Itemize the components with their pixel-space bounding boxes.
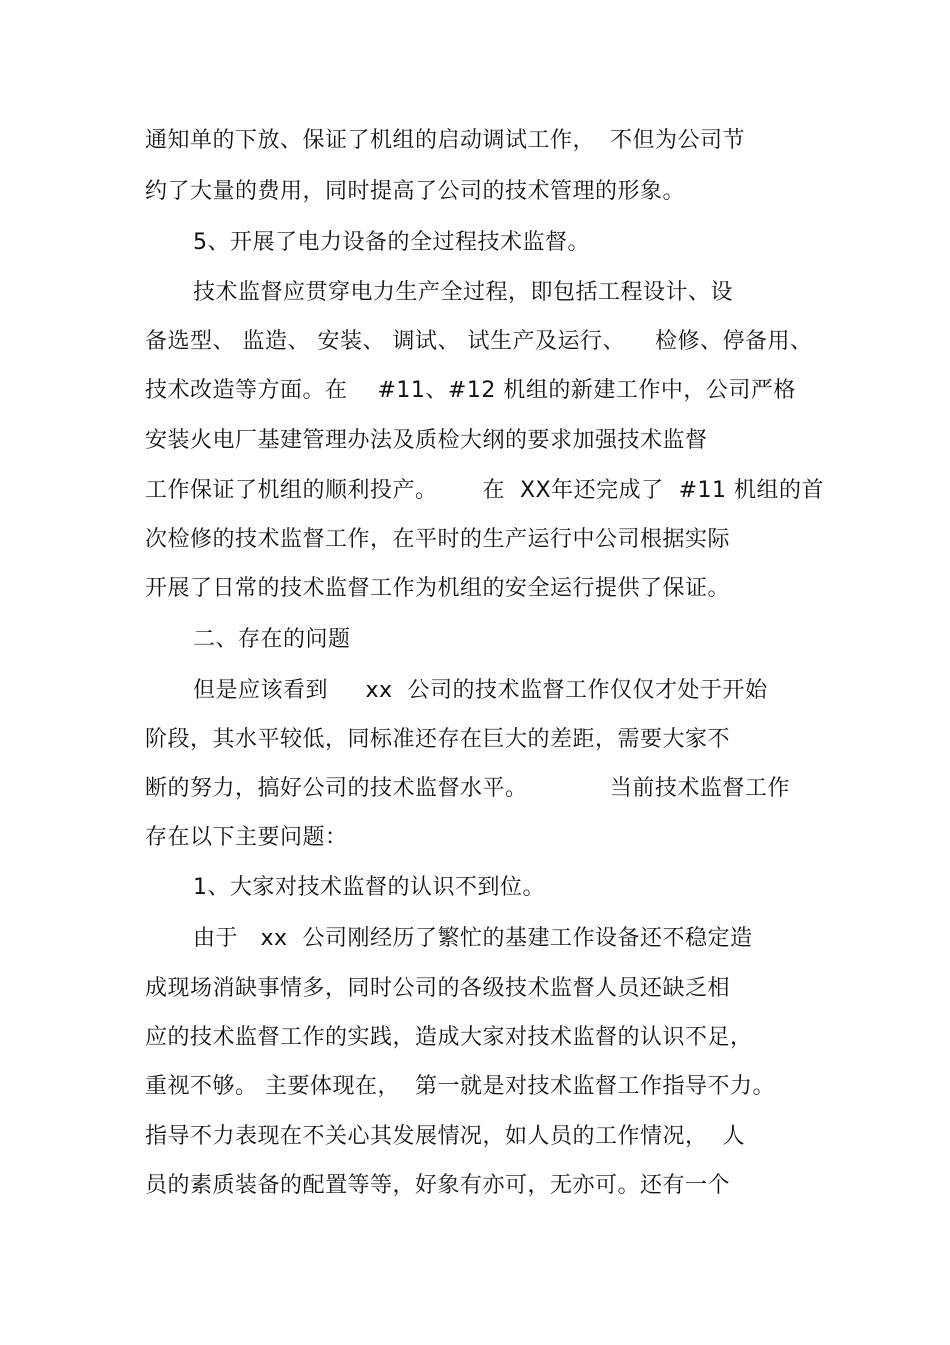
paragraph-line: 次检修的技术监督工作，在平时的生产运行中公司根据实际 [145, 527, 731, 552]
paragraph-line: 重视不够。 主要体现在， 第一就是对技术监督工作指导不力。 [145, 1074, 775, 1099]
paragraph-line: 断的努力，搞好公司的技术监督水平。 当前技术监督工作 [145, 776, 790, 801]
paragraph-line: 安装火电厂基建管理办法及质检大纲的要求加强技术监督 [145, 428, 708, 453]
paragraph-line: 指导不力表现在不关心其发展情况，如人员的工作情况， 人 [145, 1124, 745, 1149]
paragraph-line: 技术监督应贯穿电力生产全过程，即包括工程设计、设 [193, 280, 734, 305]
paragraph-line: 技术改造等方面。在 #11、#12 机组的新建工作中，公司严格 [145, 378, 796, 403]
paragraph-line: 阶段，其水平较低，同标准还存在巨大的差距，需要大家不 [145, 727, 731, 752]
section-heading: 5、开展了电力设备的全过程技术监督。 [193, 230, 590, 255]
paragraph-line: 存在以下主要问题： [145, 825, 348, 850]
paragraph-line: 开展了日常的技术监督工作为机组的安全运行提供了保证。 [145, 576, 731, 601]
paragraph-line: 约了大量的费用，同时提高了公司的技术管理的形象。 [145, 179, 686, 204]
paragraph-line: 由于 xx 公司刚经历了繁忙的基建工作设备还不稳定造 [193, 926, 753, 951]
paragraph-line: 通知单的下放、保证了机组的启动调试工作， 不但为公司节 [145, 128, 745, 153]
section-heading: 1、大家对技术监督的认识不到位。 [193, 875, 545, 900]
paragraph-line: 成现场消缺事情多，同时公司的各级技术监督人员还缺乏相 [145, 976, 731, 1001]
section-heading: 二、存在的问题 [193, 627, 351, 652]
paragraph-line: 工作保证了机组的顺利投产。 在 XX年还完成了 #11 机组的首 [145, 478, 824, 503]
paragraph-line: 但是应该看到 xx 公司的技术监督工作仅仅才处于开始 [193, 678, 768, 703]
paragraph-line: 应的技术监督工作的实践，造成大家对技术监督的认识不足， [145, 1025, 753, 1050]
paragraph-line: 备选型、 监造、 安装、 调试、 试生产及运行、 检修、停备用、 [145, 329, 813, 354]
paragraph-line: 员的素质装备的配置等等，好象有亦可，无亦可。还有一个 [145, 1173, 731, 1198]
